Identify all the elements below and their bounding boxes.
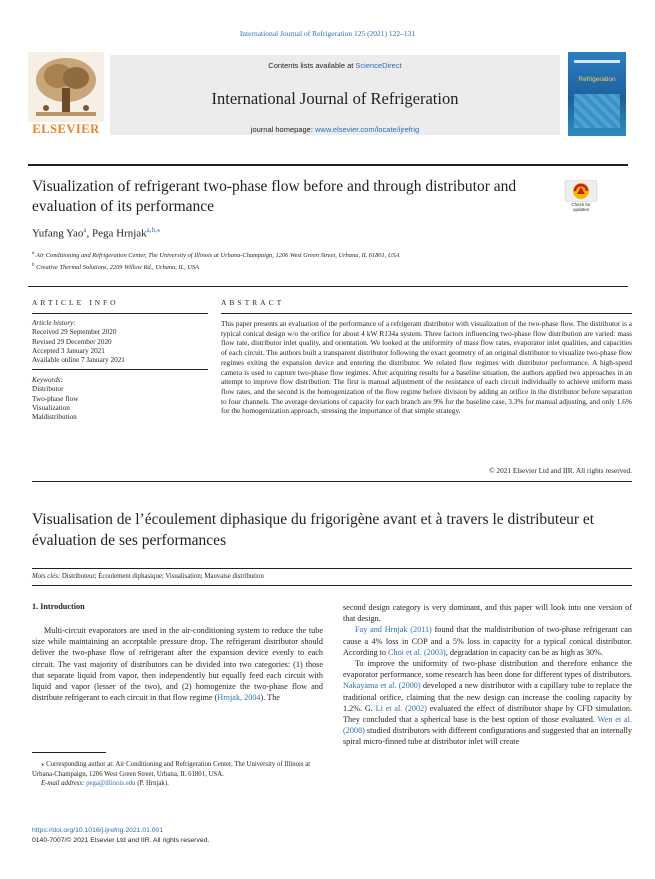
contents-line — [110, 61, 560, 70]
intro-text: Multi-circuit evaporators are used in the air-conditioning system to reduce the tube size while maintaining an acceptable pressure drop. The refrigerant distributor should deliver the two-phase flow of refrigerant after the expansion device evenly to each circuit. The vast majority of distributors can be divided into two categories: (1) those that separate liquid from vapor, then independently but equally feed each circuit with liquid and vapor (lesser of the two), and (2) homogenize the two-phase flow and distribute refrigerant to each circuit in that flow regime ( — [32, 626, 323, 703]
cover-strip — [574, 60, 620, 63]
doi-link[interactable]: https://doi.org/10.1016/j.ijrefrig.2021.01.001 — [32, 827, 164, 834]
intro-paragraph — [343, 602, 632, 624]
article-history — [32, 319, 208, 365]
homepage-prefix: journal homepage: — [250, 125, 315, 134]
author-name[interactable]: Yufang Yao — [32, 227, 84, 240]
issn-line: 0140-7007/© 2021 Elsevier Ltd and IIR. All rights reserved. — [32, 836, 210, 844]
abstract-text: This paper presents an evaluation of the performance of a refrigerant distributor with visualization of the two-phase flow. The distributor is a typical conical design w/o the orifice for about 4 kW R134a system. Three factors influencing two-phase flow distribution are varied: mass flow rate, distributor inlet quality, and orientation. We looked at the uniformity of mass flow rates, evaporator inlet qualities, and capacities of each circuit. The authors built a transparent distributor following the exact geometry of an original distributor to visualize two-phase flow regimes exiting the expansion device and entering the distributor. We related flow regimes with distributor performance. A high-speed camera is used to capture two-phase flow regimes. After acquiring results for a baseline situation, the authors applied two approaches in an attempt to improve flow distribution: The first is manual adjustment of the resistance of each circuit individually to achieve uniform mass flow rates, and the second is the homogenization of the flow regime before division by adding an orifice in the distributor before separation to four channels. The average deviations of capacity for each branch are 9% for the baseline case, 3.3% for manual adjusting, and only 1.6% for the homogenization approach, stressing the importance of that simple strategy. — [221, 319, 632, 416]
journal-masthead — [28, 52, 628, 138]
history-item: Received 29 September 2020 — [32, 328, 117, 337]
french-rule — [32, 568, 632, 569]
affiliation-text: Air Conditioning and Refrigeration Center, The University of Illinois at Urbana-Champaign, 1206 West Green Street, Urbana, IL 61801, USA — [35, 252, 400, 260]
homepage-line — [110, 125, 560, 134]
keywords-rule — [32, 369, 208, 370]
intro-text: , degradation in capacity can be as high as 30%. — [445, 647, 603, 657]
intro-paragraph — [32, 625, 323, 703]
keyword: Maldistribution — [32, 413, 77, 422]
article-info-heading: ARTICLE INFO — [32, 298, 119, 307]
journal-name: International Journal of Refrigeration — [211, 89, 459, 108]
keyword: Visualization — [32, 403, 70, 412]
author-name[interactable]: Pega Hrnjak — [91, 227, 147, 240]
corresponding-author-footnote — [32, 760, 323, 789]
history-item: Accepted 3 January 2021 — [32, 346, 105, 355]
check-for-updates-badge[interactable] — [563, 180, 599, 216]
intro-paragraph — [343, 624, 632, 658]
affiliation-text: Creative Thermal Solutions, 2209 Willow Rd., Urbana, IL, USA — [36, 264, 200, 272]
keyword: Distributor — [32, 385, 64, 394]
intro-text: evaluated the effect of distributor shape by CFD simulation. They concluded that a spherical base is the best option of those evaluated. — [343, 703, 633, 725]
elsevier-logo[interactable] — [28, 52, 104, 136]
abstract-rule — [221, 313, 632, 314]
header-rule — [28, 164, 628, 166]
intro-left-column — [32, 625, 323, 703]
affiliations — [32, 249, 632, 273]
email-link[interactable]: pega@illinois.edu — [86, 780, 136, 788]
citation-link[interactable]: Fay and Hrnjak (2011) — [355, 625, 432, 635]
intro-right-column — [343, 602, 632, 748]
paper-title: Visualization of refrigerant two-phase flow before and through distributor and evaluation of its performance — [32, 178, 517, 215]
affiliation-sup: a — [32, 251, 35, 256]
intro-text: ). The — [260, 693, 280, 703]
history-label: Article history: — [32, 319, 76, 327]
keyword: Two-phase flow — [32, 394, 79, 403]
article-info-rule — [32, 313, 208, 314]
sciencedirect-link[interactable]: ScienceDirect — [355, 61, 402, 70]
doi-block — [32, 826, 332, 845]
mots-cles-rule — [32, 585, 632, 586]
journal-cover-thumbnail[interactable] — [568, 52, 626, 136]
affiliation-sup: b — [32, 263, 35, 269]
cover-title: Refrigeration — [578, 76, 616, 83]
journal-citation[interactable]: International Journal of Refrigeration 125 (2021) 122–131 — [239, 29, 416, 38]
affiliation-line — [32, 261, 632, 273]
footnote-line: ⁎ Corresponding author at: Air Conditioning and Refrigeration Center, The University of Illinois at Urbana-Champaign, 1206 West Green Street, Urbana, IL 61801, USA. — [32, 761, 311, 778]
abstract-end-rule — [32, 481, 632, 482]
authors — [32, 226, 160, 240]
elsevier-tree-icon — [28, 52, 104, 122]
abstract-copyright: © 2021 Elsevier Ltd and IIR. All rights reserved. — [489, 466, 632, 475]
citation-link[interactable]: Choi et al. (2003) — [388, 647, 446, 657]
mots-cles-label: Mots clés: — [32, 573, 61, 580]
intro-text: found that the maldistribution of two-phase refrigerant can cause a 4% loss in COP and a 5% loss in capacity for a typical conical distributor. According to — [343, 625, 632, 657]
abstract-heading: ABSTRACT — [221, 298, 285, 307]
citation-link[interactable]: Hrnjak, 2004 — [217, 693, 261, 703]
citation-link[interactable]: Wen et al. (2008) — [343, 715, 632, 736]
email-suffix: (P. Hrnjak). — [135, 780, 169, 788]
section-heading-introduction: 1. Introduction — [32, 602, 85, 611]
intro-text: second design category is very dominant, and this paper will look into one version of that design. — [343, 603, 632, 624]
journal-info-box — [110, 55, 560, 135]
history-item: Revised 29 December 2020 — [32, 337, 112, 346]
keywords-label: Keywords: — [32, 376, 63, 384]
intro-text: developed a new distributor with a capillary tube to replace the traditional orifice, claiming that the new design can increase the cooling capacity by 1.2%. G. — [343, 681, 632, 713]
footnote-email-line — [32, 779, 323, 789]
intro-paragraph — [343, 658, 632, 748]
keywords — [32, 376, 208, 422]
citation-link[interactable]: Li et al. (2002) — [375, 703, 427, 713]
citation-link[interactable]: Nakayama et al. (2000) — [343, 681, 421, 691]
history-item: Available online 7 January 2021 — [32, 356, 125, 365]
french-title: Visualisation de l’écoulement diphasique du frigorigène avant et à travers le distributeur et évaluation de ses performances — [32, 511, 595, 549]
check-updates-icon — [563, 180, 599, 202]
author-separator: , — [86, 227, 92, 240]
mots-cles-values: Distributeur; Écoulement diphasique; Visualisation; Mauvaise distribution — [60, 573, 264, 580]
author-affil-sup[interactable]: a,b,⁎ — [146, 226, 161, 234]
elsevier-wordmark: ELSEVIER — [32, 122, 100, 136]
intro-text: studied distributors with different configurations and suggested that an internally spiral micro-finned tube at distributor inlet will create — [343, 726, 632, 747]
cover-image — [574, 94, 620, 128]
affiliation-line — [32, 249, 632, 261]
contents-prefix: Contents lists available at — [268, 61, 356, 70]
footnote-rule — [32, 752, 106, 753]
email-label: E-mail address: — [41, 780, 87, 788]
mots-cles — [32, 573, 632, 580]
author-affil-sup[interactable]: a — [83, 226, 87, 234]
homepage-link[interactable]: www.elsevier.com/locate/ijrefrig — [315, 125, 420, 134]
section-rule — [28, 286, 628, 287]
check-updates-label: Check for updates — [571, 202, 591, 212]
intro-text: To improve the uniformity of two-phase distribution and therefore enhance the evaporator performance, some research has been done for different types of distributors. — [343, 659, 632, 680]
